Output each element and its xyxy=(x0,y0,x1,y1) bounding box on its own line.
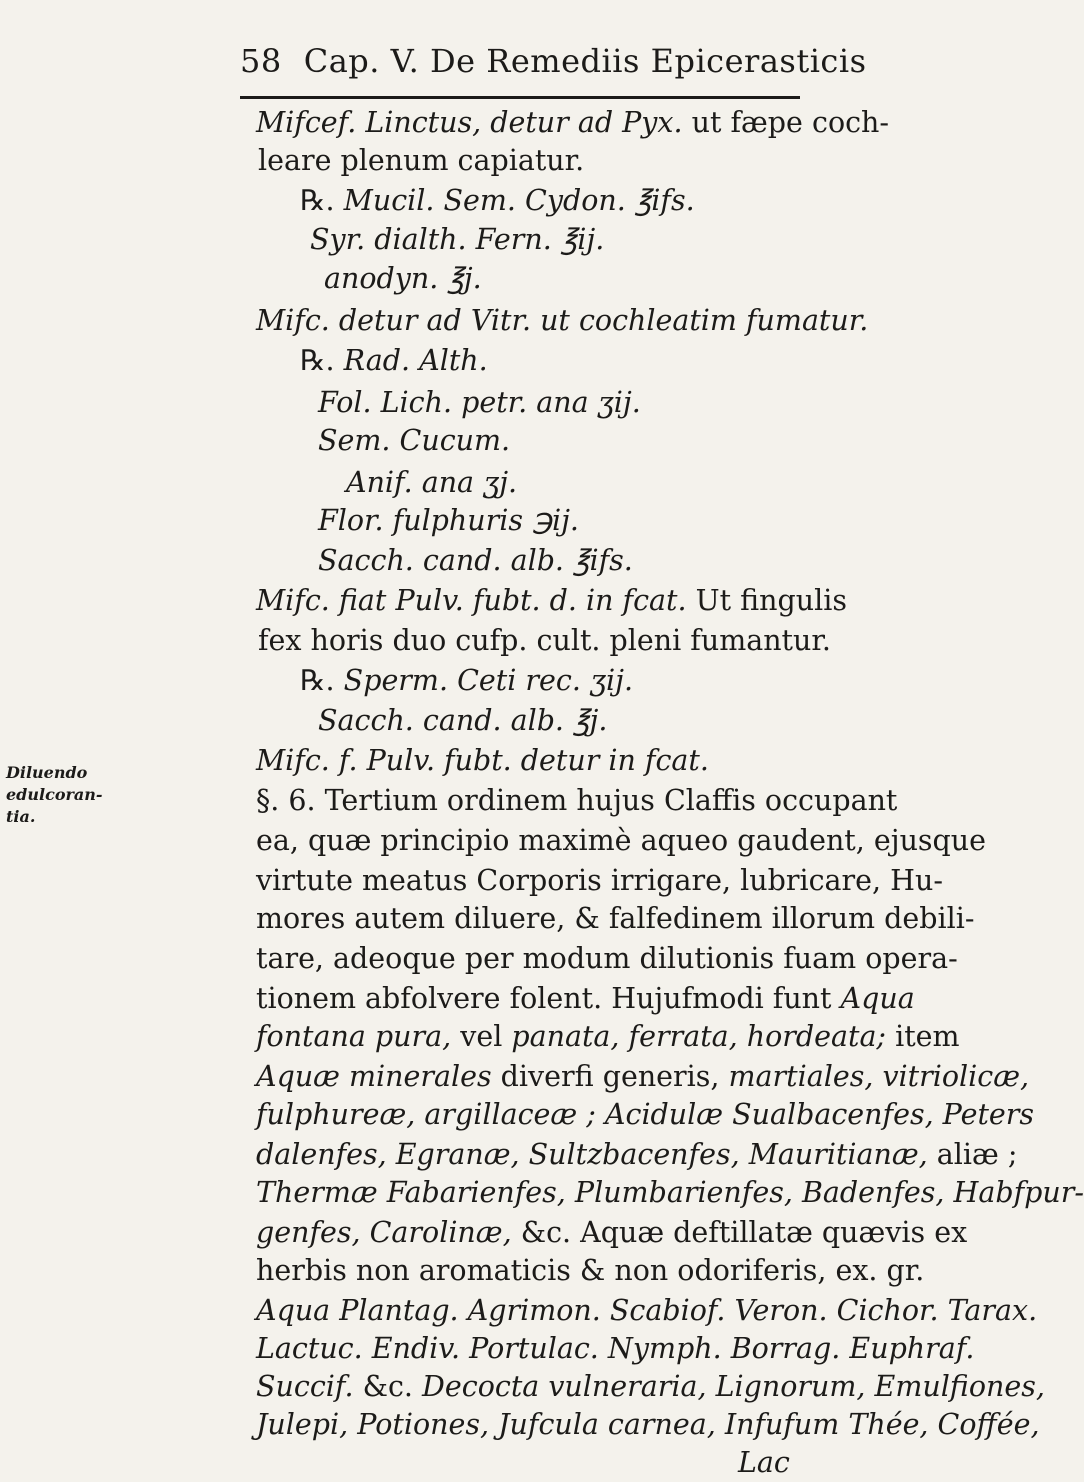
text-line xyxy=(256,782,898,820)
text-line xyxy=(256,1174,1084,1212)
text-line xyxy=(256,1330,975,1368)
roman-run: leare plenum capiatur. xyxy=(258,144,585,177)
italic-run: dalenfes, Egranæ, Sultzbacenfes, Mauritianæ, xyxy=(256,1138,928,1171)
italic-run: Mifc. fiat Pulv. fubt. d. in fcat. xyxy=(256,584,687,617)
text-line xyxy=(318,422,510,460)
italic-run: martiales, vitriolicæ, xyxy=(728,1060,1030,1093)
text-line xyxy=(300,182,695,220)
italic-run: fulphureæ, argillaceæ ; Acidulæ Sualbacenfes, Peters xyxy=(256,1098,1035,1131)
text-line xyxy=(738,1444,790,1482)
page-number: 58 xyxy=(240,42,282,80)
text-line xyxy=(256,862,943,900)
margin-note-line: edulcoran- xyxy=(6,785,103,804)
running-title: Cap. V. De Remediis Epicerasticis xyxy=(303,42,867,80)
italic-run: Lactuc. Endiv. Portulac. Nymph. Borrag. Euphraf. xyxy=(256,1332,975,1365)
text-line xyxy=(256,104,890,142)
roman-run: fex horis duo cufp. cult. pleni fumantur. xyxy=(258,624,831,657)
text-line xyxy=(256,1252,925,1290)
header-rule xyxy=(240,96,800,99)
italic-run: Aquæ minerales xyxy=(256,1060,492,1093)
italic-run: Mifc. f. Pulv. fubt. detur in fcat. xyxy=(256,744,709,777)
margin-note xyxy=(6,762,103,828)
roman-run: ℞. xyxy=(300,184,344,217)
text-line xyxy=(258,142,584,180)
text-line xyxy=(258,622,831,660)
italic-run: Fol. Lich. petr. ana ʒij. xyxy=(318,386,641,419)
italic-run: Flor. fulphuris ℈ij. xyxy=(318,504,579,537)
text-line xyxy=(256,822,987,860)
text-line xyxy=(256,900,975,938)
roman-run: Ut fingulis xyxy=(686,584,847,617)
roman-run: virtute meatus Corporis irrigare, lubricare, Hu- xyxy=(256,864,943,897)
italic-run: genfes, Carolinæ, xyxy=(256,1216,512,1249)
text-line xyxy=(256,1058,1030,1096)
roman-run: ℞. xyxy=(300,344,344,377)
italic-run: Mifc. detur ad Vitr. ut cochleatim fumatur. xyxy=(256,304,869,337)
italic-run: Sperm. Ceti rec. ʒij. xyxy=(343,664,634,697)
italic-run: Lac xyxy=(738,1446,790,1479)
text-line xyxy=(256,1214,968,1252)
roman-run: ut fæpe coch- xyxy=(682,106,890,139)
text-line xyxy=(324,260,482,298)
text-line xyxy=(310,221,604,259)
roman-run: aliæ ; xyxy=(927,1138,1018,1171)
text-line xyxy=(256,1018,960,1056)
italic-run: Thermæ Fabarienfes, Plumbarienfes, Badenfes, Habfpur- xyxy=(256,1176,1084,1209)
roman-run: tare, adeoque per modum dilutionis fuam opera- xyxy=(256,942,958,975)
roman-run: ea, quæ principio maximè aqueo gaudent, ejusque xyxy=(256,824,987,857)
italic-run: panata, ferrata, hordeata; xyxy=(511,1020,887,1053)
text-line xyxy=(318,502,579,540)
roman-run: vel xyxy=(451,1020,512,1053)
text-line xyxy=(346,464,517,502)
italic-run: Sacch. cand. alb. ℥ifs. xyxy=(318,544,633,577)
text-line xyxy=(256,1136,1018,1174)
roman-run: §. 6. Tertium ordinem hujus Claffis occupant xyxy=(256,784,898,817)
text-line xyxy=(256,980,915,1018)
roman-run: &c. xyxy=(353,1370,423,1403)
roman-run: mores autem diluere, & falfedinem illorum debili- xyxy=(256,902,975,935)
roman-run: tionem abfolvere folent. Hujufmodi funt xyxy=(256,982,841,1015)
text-line xyxy=(256,1096,1035,1134)
text-line xyxy=(318,542,633,580)
text-line xyxy=(256,1406,1040,1444)
margin-note-line: tia. xyxy=(6,807,36,826)
italic-run: Sacch. cand. alb. ℥j. xyxy=(318,704,608,737)
italic-run: Sem. Cucum. xyxy=(318,424,511,457)
roman-run: herbis non aromaticis & non odoriferis, ex. gr. xyxy=(256,1254,925,1287)
italic-run: Succif. xyxy=(256,1370,354,1403)
text-line xyxy=(256,742,709,780)
italic-run: Decocta vulneraria, Lignorum, Emulfiones, xyxy=(422,1370,1045,1403)
italic-run: Julepi, Potiones, Jufcula carnea, Infufum Thée, Coffée, xyxy=(256,1408,1040,1441)
italic-run: fontana pura, xyxy=(256,1020,452,1053)
text-line xyxy=(256,302,868,340)
roman-run: diverfi generis, xyxy=(491,1060,729,1093)
roman-run: &c. Aquæ deftillatæ quævis ex xyxy=(511,1216,968,1249)
text-line xyxy=(256,940,958,978)
italic-run: Mucil. Sem. Cydon. ℥ifs. xyxy=(343,184,695,217)
roman-run: ℞. xyxy=(300,664,344,697)
text-line xyxy=(256,582,847,620)
text-line xyxy=(256,1292,1038,1330)
italic-run: Anif. ana ʒj. xyxy=(346,466,518,499)
text-line xyxy=(256,1368,1045,1406)
italic-run: Aqua xyxy=(840,982,915,1015)
text-line xyxy=(300,342,488,380)
running-header xyxy=(240,42,867,80)
italic-run: Rad. Alth. xyxy=(343,344,488,377)
italic-run: Aqua Plantag. Agrimon. Scabiof. Veron. Cichor. Tarax. xyxy=(256,1294,1038,1327)
italic-run: Syr. dialth. Fern. ℥ij. xyxy=(310,223,605,256)
italic-run: anodyn. ℥j. xyxy=(324,262,482,295)
italic-run: Mifcef. Linctus, detur ad Pyx. xyxy=(256,106,683,139)
margin-note-line: Diluendo xyxy=(6,763,88,782)
text-line xyxy=(318,384,641,422)
roman-run: item xyxy=(886,1020,960,1053)
text-line xyxy=(300,662,633,700)
text-line xyxy=(318,702,607,740)
